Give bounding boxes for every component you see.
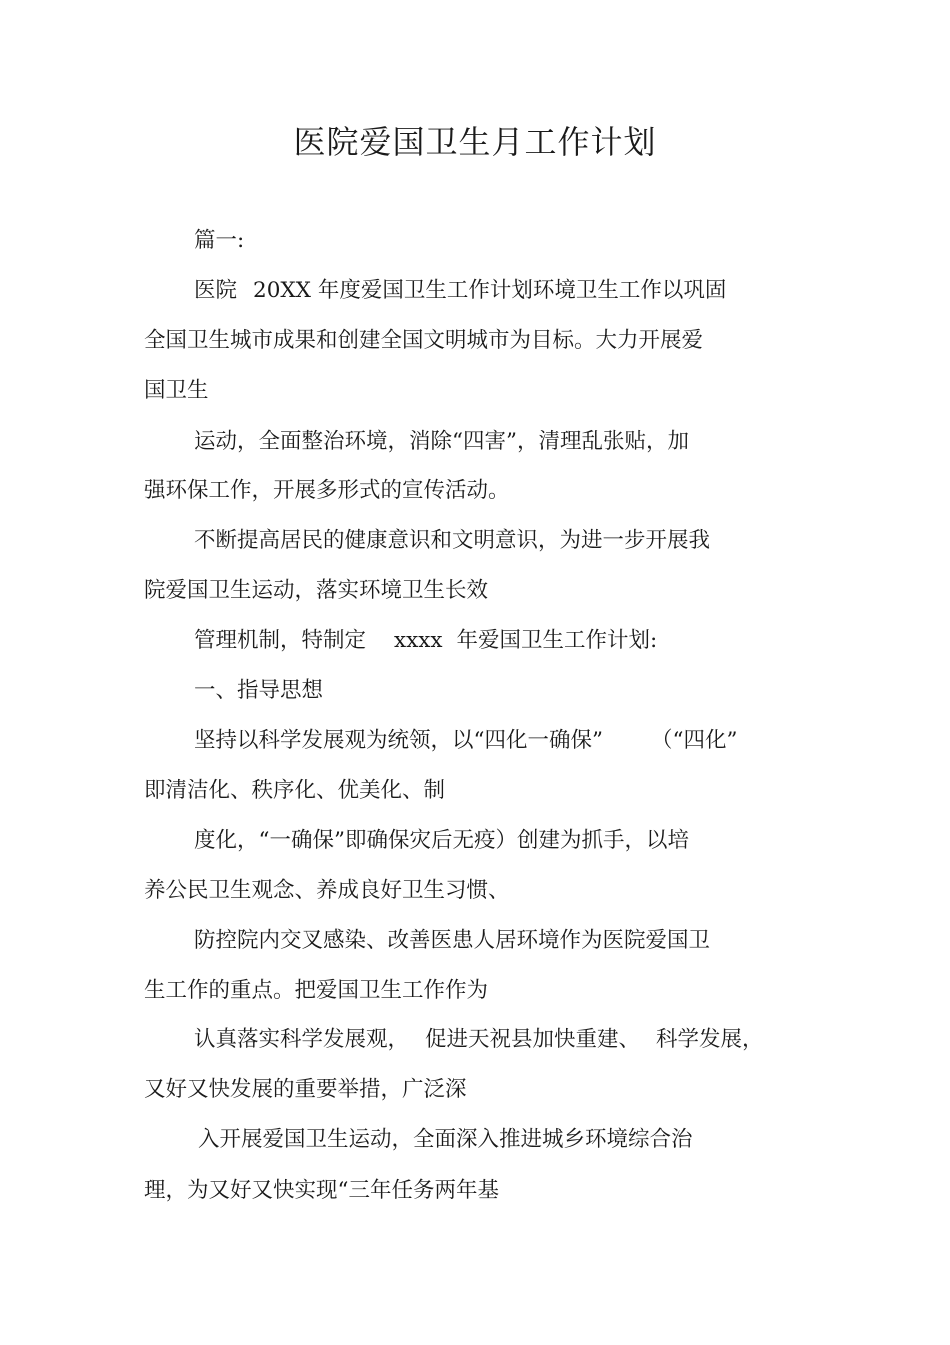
paragraph-line [194,626,657,656]
text-span: 年爱国卫生工作计划: [456,628,658,653]
paragraph-line: 运动，全面整治环境，消除“四害”，清理乱张贴，加 [194,429,689,454]
paragraph-line: 全国卫生城市成果和创建全国文明城市为目标。大力开展爱 [144,328,704,353]
paragraph-line: 防控院内交叉感染、改善医患人居环境作为医院爱国卫 [194,928,711,953]
paragraph-line: 养公民卫生观念、养成良好卫生习惯、 [144,878,510,903]
text-span: 促进天祝县加快重建、 [425,1027,641,1052]
paragraph-line [194,276,726,306]
text-span: 科学发展， [656,1027,764,1052]
paragraph-line: 入开展爱国卫生运动，全面深入推进城乡环境综合治 [198,1127,693,1152]
document-title: 医院爱国卫生月工作计划 [293,123,657,161]
paragraph-line [194,1025,764,1055]
paragraph-line: 国卫生 [144,378,209,403]
text-span: （“四化” [651,728,738,753]
paragraph-line [194,726,737,756]
paragraph-line: 理，为又好又快实现“三年任务两年基 [144,1178,499,1203]
paragraph-line: 不断提高居民的健康意识和文明意识，为进一步开展我 [194,528,711,553]
paragraph-line: 度化，“一确保”即确保灾后无疫）创建为抓手，以培 [194,828,689,853]
text-span: 管理机制，特制定 [194,628,367,653]
paragraph-line: 又好又快发展的重要举措，广泛深 [144,1077,467,1102]
text-span: 医院 [194,278,238,303]
section-heading: 一、指导思想 [194,678,324,703]
paragraph-line: 即清洁化、秩序化、优美化、制 [144,778,446,803]
paragraph-line: 强环保工作，开展多形式的宣传活动。 [144,478,510,503]
paragraph-line: 院爱国卫生运动，落实环境卫生长效 [144,578,489,603]
text-span: 20XX 年度爱国卫生工作计划环境卫生工作以巩固 [253,278,727,303]
paragraph-line: 生工作的重点。把爱国卫生工作作为 [144,978,489,1003]
text-span: 坚持以科学发展观为统领，以“四化一确保” [194,728,603,753]
section-label: 篇一: [194,228,245,253]
text-span: 认真落实科学发展观， [194,1027,410,1052]
text-span: xxxx [394,628,443,653]
